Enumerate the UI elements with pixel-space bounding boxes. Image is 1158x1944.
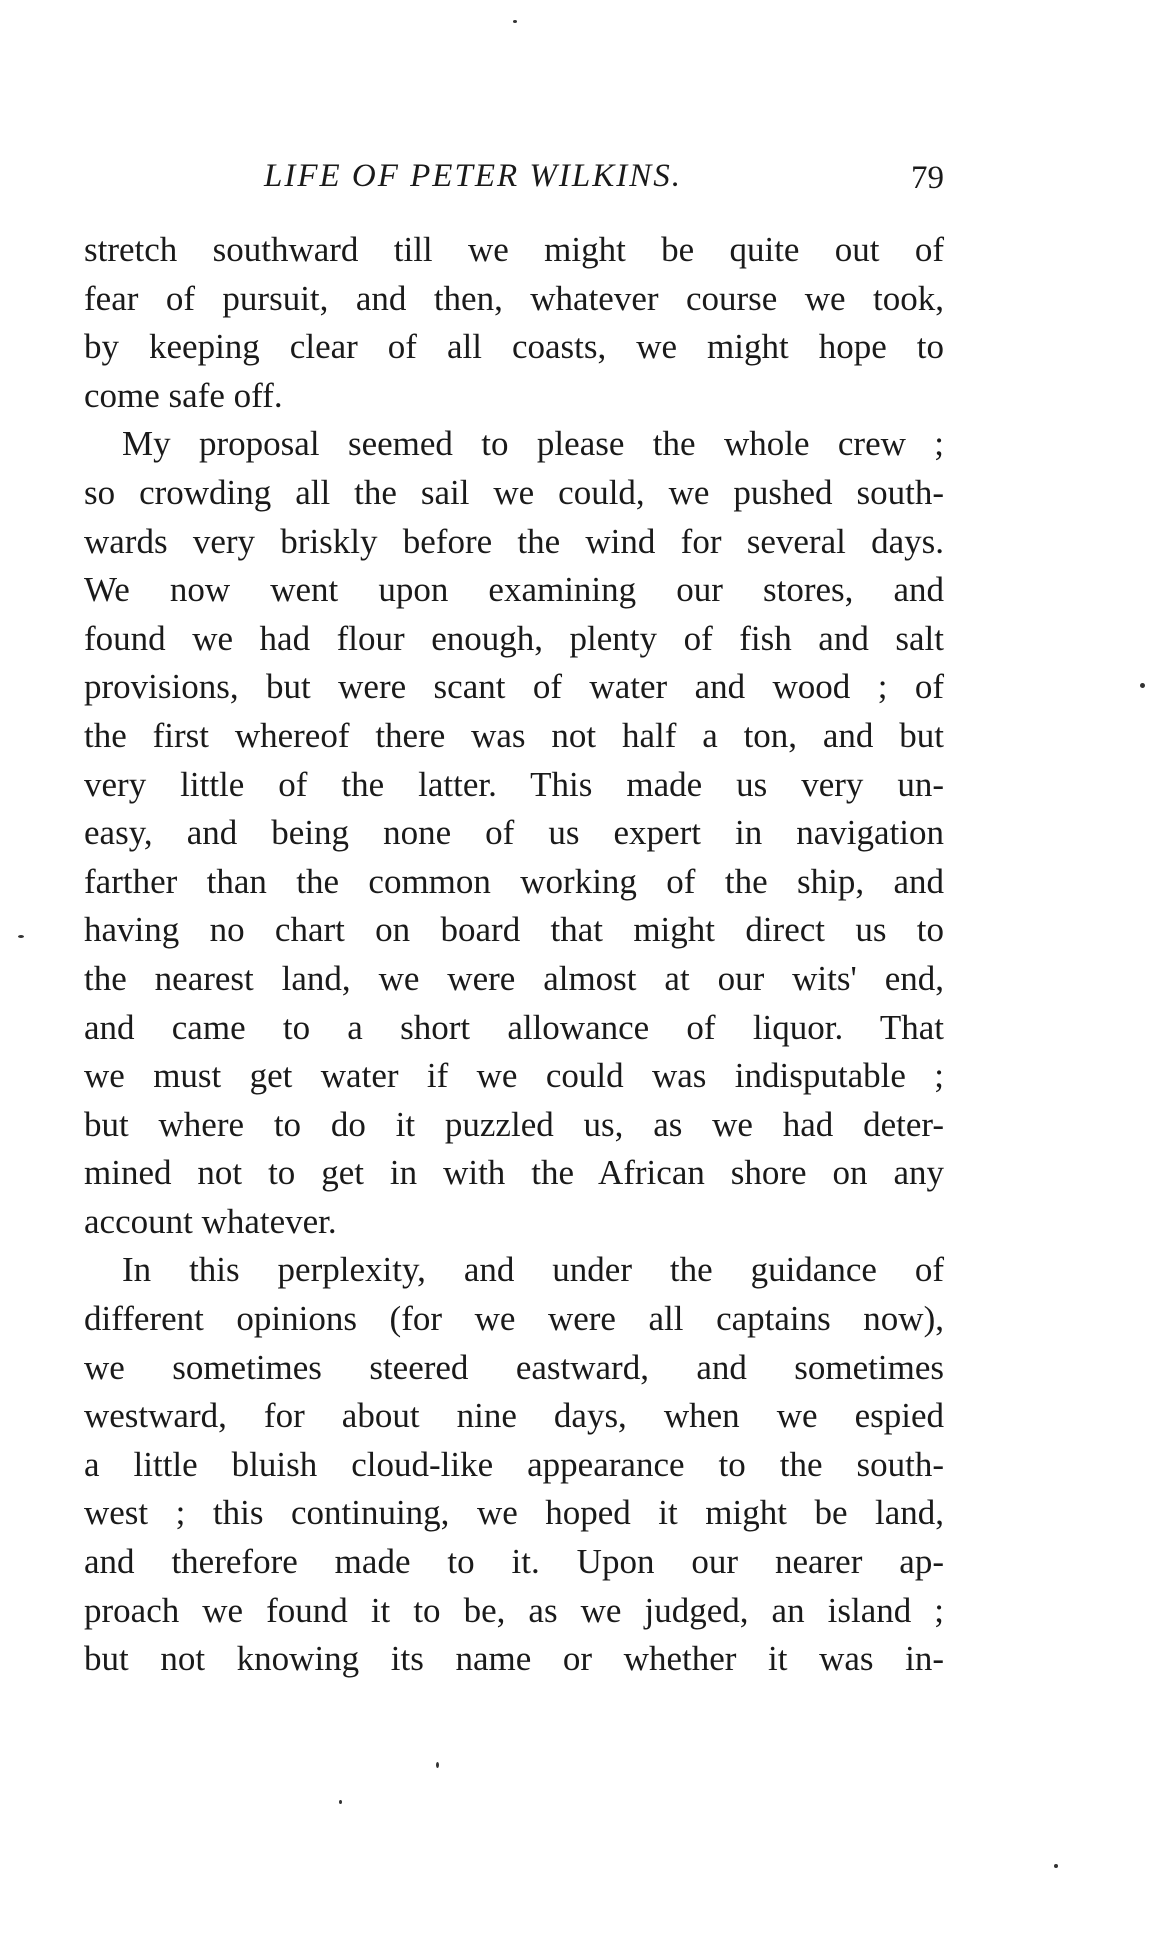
scan-speck: [1054, 1864, 1058, 1868]
text-line: westward, for about nine days, when we espied: [84, 1396, 944, 1436]
text-line: but not knowing its name or whether it was in-: [84, 1639, 944, 1679]
text-line: come safe off.: [84, 375, 283, 415]
running-title: LIFE OF PETER WILKINS.: [264, 158, 682, 194]
text-line: fear of pursuit, and then, whatever course we took,: [84, 278, 944, 318]
text-line: easy, and being none of us expert in navigation: [84, 813, 944, 853]
text-line: we sometimes steered eastward, and sometimes: [84, 1347, 944, 1387]
text-line: We now went upon examining our stores, and: [84, 570, 944, 610]
text-line: the nearest land, we were almost at our wits' end,: [84, 958, 944, 998]
text-line: so crowding all the sail we could, we pushed south-: [84, 472, 944, 512]
text-line: but where to do it puzzled us, as we had deter-: [84, 1104, 944, 1144]
page-number: 79: [911, 160, 944, 196]
text-line: very little of the latter. This made us very un-: [84, 764, 944, 804]
text-line: and came to a short allowance of liquor. That: [84, 1007, 944, 1047]
text-line: account whatever.: [84, 1201, 337, 1241]
text-line: proach we found it to be, as we judged, an island ;: [84, 1590, 944, 1630]
text-line: we must get water if we could was indisputable ;: [84, 1056, 944, 1096]
text-line: having no chart on board that might direct us to: [84, 910, 944, 950]
scan-speck: [339, 1800, 342, 1804]
scan-speck: [18, 935, 24, 938]
text-line: In this perplexity, and under the guidance of: [122, 1250, 944, 1290]
text-line: different opinions (for we were all captains now),: [84, 1299, 944, 1339]
text-line: mined not to get in with the African shore on any: [84, 1153, 944, 1193]
scan-speck: [436, 1762, 439, 1768]
text-line: provisions, but were scant of water and wood ; of: [84, 667, 944, 707]
text-line: a little bluish cloud-like appearance to the south-: [84, 1444, 944, 1484]
scan-speck: [513, 20, 517, 23]
running-head: [84, 158, 944, 208]
text-line: My proposal seemed to please the whole crew ;: [122, 424, 944, 464]
scan-speck: [1140, 683, 1145, 688]
text-line: wards very briskly before the wind for several days.: [84, 521, 944, 561]
text-line: farther than the common working of the ship, and: [84, 861, 944, 901]
text-line: and therefore made to it. Upon our nearer ap-: [84, 1542, 944, 1582]
text-line: found we had flour enough, plenty of fish and salt: [84, 618, 944, 658]
text-line: the first whereof there was not half a ton, and but: [84, 715, 944, 755]
text-line: west ; this continuing, we hoped it might be land,: [84, 1493, 944, 1533]
text-line: stretch southward till we might be quite out of: [84, 230, 944, 269]
text-line: by keeping clear of all coasts, we might hope to: [84, 327, 944, 367]
body-text: [84, 226, 944, 1684]
